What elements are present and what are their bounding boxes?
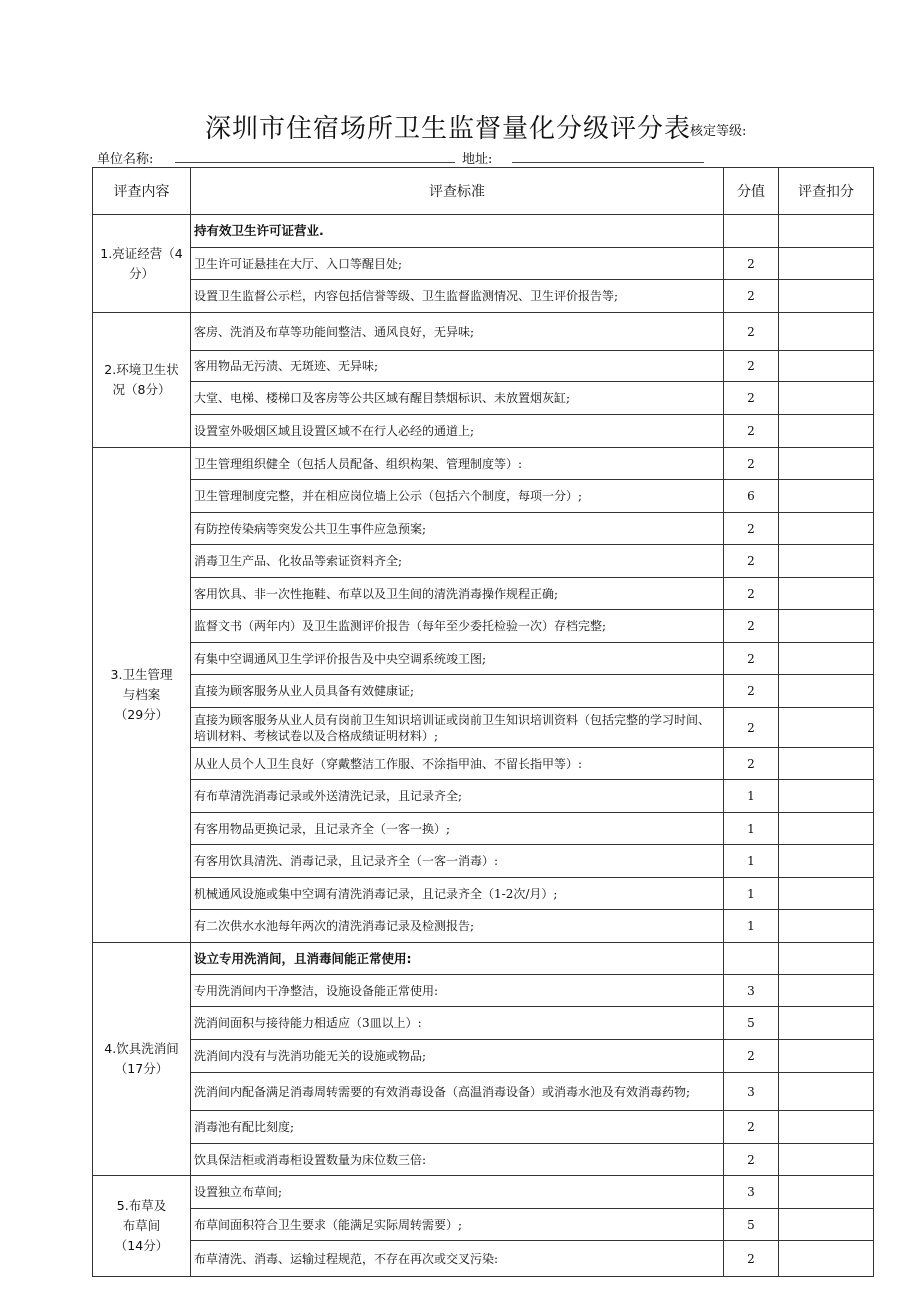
deduction-cell[interactable] (779, 545, 874, 578)
criteria-cell: 消毒卫生产品、化妆品等索证资料齐全; (191, 545, 724, 578)
criteria-cell: 从业人员个人卫生良好（穿戴整洁工作服、不涂指甲油、不留长指甲等）: (191, 748, 724, 780)
table-row (93, 1007, 874, 1040)
table-row (93, 748, 874, 780)
criteria-cell: 有布草清洗消毒记录或外送清洗记录，且记录齐全; (191, 780, 724, 813)
deduction-cell[interactable] (779, 813, 874, 845)
criteria-cell: 客用物品无污渍、无斑迹、无异味; (191, 351, 724, 382)
deduction-cell[interactable] (779, 1111, 874, 1144)
criteria-cell: 有二次供水水池每年两次的清洗消毒记录及检测报告; (191, 910, 724, 943)
score-cell: 2 (724, 415, 779, 448)
table-row (93, 578, 874, 610)
criteria-cell: 洗消间面积与接待能力相适应（3皿以上）: (191, 1007, 724, 1040)
score-cell: 2 (724, 708, 779, 748)
deduction-cell[interactable] (779, 248, 874, 280)
score-cell: 2 (724, 1144, 779, 1176)
score-cell: 2 (724, 280, 779, 313)
score-cell: 3 (724, 1176, 779, 1209)
criteria-cell: 卫生管理制度完整，并在相应岗位墙上公示（包括六个制度，每项一分）; (191, 480, 724, 513)
score-cell: 2 (724, 1241, 779, 1277)
score-cell: 2 (724, 643, 779, 675)
deduction-cell[interactable] (779, 1176, 874, 1209)
deduction-cell[interactable] (779, 415, 874, 448)
score-cell: 2 (724, 1111, 779, 1144)
score-cell: 5 (724, 1209, 779, 1241)
deduction-cell[interactable] (779, 1144, 874, 1176)
score-cell: 1 (724, 813, 779, 845)
score-cell: 2 (724, 748, 779, 780)
criteria-cell: 有防控传染病等突发公共卫生事件应急预案; (191, 513, 724, 545)
deduction-cell[interactable] (779, 1007, 874, 1040)
deduction-cell[interactable] (779, 943, 874, 975)
header-score: 分值 (724, 168, 779, 215)
header-deduction: 评查扣分 (779, 168, 874, 215)
deduction-cell[interactable] (779, 1040, 874, 1073)
deduction-cell[interactable] (779, 748, 874, 780)
score-cell: 5 (724, 1007, 779, 1040)
table-row (93, 248, 874, 280)
address-field[interactable] (512, 148, 704, 163)
score-cell: 2 (724, 1040, 779, 1073)
table-row (93, 448, 874, 480)
criteria-cell: 有客用饮具清洗、消毒记录，且记录齐全（一客一消毒）: (191, 845, 724, 878)
deduction-cell[interactable] (779, 280, 874, 313)
table-row (93, 545, 874, 578)
score-cell: 1 (724, 780, 779, 813)
category-cell: 4.饮具洗消间 （17分） (93, 943, 191, 1176)
unit-name-field[interactable] (175, 148, 455, 163)
deduction-cell[interactable] (779, 708, 874, 748)
table-row (93, 351, 874, 382)
table-row (93, 1144, 874, 1176)
table-row (93, 675, 874, 708)
table-row (93, 1040, 874, 1073)
title-row (0, 108, 920, 148)
deduction-cell[interactable] (779, 351, 874, 382)
table-row (93, 643, 874, 675)
criteria-cell: 机械通风设施或集中空调有清洗消毒记录，且记录齐全（1-2次/月）; (191, 878, 724, 910)
score-cell (724, 215, 779, 248)
criteria-cell: 设置室外吸烟区域且设置区域不在行人必经的通道上; (191, 415, 724, 448)
criteria-cell: 直接为顾客服务从业人员有岗前卫生知识培训证或岗前卫生知识培训资料（包括完整的学习时间、培训材料、考核试卷以及合格成绩证明材料）; (191, 708, 724, 748)
grade-label: 核定等级: (690, 124, 747, 139)
table-header-row (93, 168, 874, 215)
deduction-cell[interactable] (779, 675, 874, 708)
table-row (93, 513, 874, 545)
criteria-cell: 卫生许可证悬挂在大厅、入口等醒目处; (191, 248, 724, 280)
deduction-cell[interactable] (779, 448, 874, 480)
criteria-cell: 设立专用洗消间，且消毒间能正常使用: (191, 943, 724, 975)
criteria-cell: 消毒池有配比刻度; (191, 1111, 724, 1144)
deduction-cell[interactable] (779, 513, 874, 545)
criteria-cell: 持有效卫生许可证营业. (191, 215, 724, 248)
table-row (93, 1241, 874, 1277)
deduction-cell[interactable] (779, 780, 874, 813)
unit-name-label: 单位名称: (97, 152, 154, 167)
category-cell: 1.亮证经营（4 分） (93, 215, 191, 313)
score-table (92, 167, 874, 1277)
deduction-cell[interactable] (779, 313, 874, 351)
criteria-cell: 布草间面积符合卫生要求（能满足实际周转需要）; (191, 1209, 724, 1241)
score-cell: 2 (724, 610, 779, 643)
table-row (93, 1073, 874, 1111)
deduction-cell[interactable] (779, 578, 874, 610)
score-cell: 1 (724, 845, 779, 878)
criteria-cell: 监督文书（两年内）及卫生监测评价报告（每年至少委托检验一次）存档完整; (191, 610, 724, 643)
score-cell: 1 (724, 910, 779, 943)
table-row (93, 975, 874, 1007)
criteria-cell: 设置卫生监督公示栏，内容包括信誉等级、卫生监督监测情况、卫生评价报告等; (191, 280, 724, 313)
table-row (93, 415, 874, 448)
table-row (93, 215, 874, 248)
deduction-cell[interactable] (779, 610, 874, 643)
deduction-cell[interactable] (779, 480, 874, 513)
criteria-cell: 洗消间内没有与洗消功能无关的设施或物品; (191, 1040, 724, 1073)
table-row (93, 382, 874, 415)
score-cell: 2 (724, 513, 779, 545)
info-row (0, 148, 920, 168)
score-cell: 2 (724, 675, 779, 708)
deduction-cell[interactable] (779, 1241, 874, 1277)
deduction-cell[interactable] (779, 1209, 874, 1241)
score-cell: 2 (724, 248, 779, 280)
criteria-cell: 专用洗消间内干净整洁，设施设备能正常使用: (191, 975, 724, 1007)
category-cell: 5.布草及 布草间 （14分） (93, 1176, 191, 1277)
table-row (93, 480, 874, 513)
score-cell: 2 (724, 351, 779, 382)
table-row (93, 1176, 874, 1209)
header-criteria: 评查标准 (191, 168, 724, 215)
score-cell: 2 (724, 578, 779, 610)
category-cell: 2.环境卫生状 况（8分） (93, 313, 191, 448)
criteria-cell: 大堂、电梯、楼梯口及客房等公共区域有醒目禁烟标识、未放置烟灰缸; (191, 382, 724, 415)
deduction-cell[interactable] (779, 878, 874, 910)
score-cell: 2 (724, 382, 779, 415)
score-cell: 3 (724, 975, 779, 1007)
score-cell: 2 (724, 448, 779, 480)
deduction-cell[interactable] (779, 382, 874, 415)
score-cell: 6 (724, 480, 779, 513)
score-cell: 3 (724, 1073, 779, 1111)
deduction-cell[interactable] (779, 975, 874, 1007)
criteria-cell: 客房、洗消及布草等功能间整洁、通风良好，无异味; (191, 313, 724, 351)
deduction-cell[interactable] (779, 845, 874, 878)
table-row (93, 878, 874, 910)
criteria-cell: 布草清洗、消毒、运输过程规范，不存在再次或交叉污染: (191, 1241, 724, 1277)
criteria-cell: 有集中空调通风卫生学评价报告及中央空调系统竣工图; (191, 643, 724, 675)
score-cell: 2 (724, 313, 779, 351)
deduction-cell[interactable] (779, 215, 874, 248)
score-cell: 1 (724, 878, 779, 910)
table-row (93, 910, 874, 943)
table-row (93, 610, 874, 643)
criteria-cell: 设置独立布草间; (191, 1176, 724, 1209)
table-row (93, 708, 874, 748)
deduction-cell[interactable] (779, 1073, 874, 1111)
score-cell: 2 (724, 545, 779, 578)
form-title: 深圳市住宿场所卫生监督量化分级评分表 (205, 114, 692, 144)
score-cell (724, 943, 779, 975)
criteria-cell: 饮具保洁柜或消毒柜设置数量为床位数三倍: (191, 1144, 724, 1176)
table-row (93, 845, 874, 878)
criteria-cell: 洗消间内配备满足消毒周转需要的有效消毒设备（高温消毒设备）或消毒水池及有效消毒药物; (191, 1073, 724, 1111)
table-row (93, 313, 874, 351)
criteria-cell: 有客用物品更换记录，且记录齐全（一客一换）; (191, 813, 724, 845)
table-row (93, 280, 874, 313)
criteria-cell: 卫生管理组织健全（包括人员配备、组织构架、管理制度等）: (191, 448, 724, 480)
criteria-cell: 客用饮具、非一次性拖鞋、布草以及卫生间的清洗消毒操作规程正确; (191, 578, 724, 610)
header-category: 评查内容 (93, 168, 191, 215)
deduction-cell[interactable] (779, 910, 874, 943)
table-row (93, 1209, 874, 1241)
table-row (93, 1111, 874, 1144)
table-row (93, 943, 874, 975)
category-cell: 3.卫生管理 与档案 （29分） (93, 448, 191, 943)
criteria-cell: 直接为顾客服务从业人员具备有效健康证; (191, 675, 724, 708)
table-row (93, 813, 874, 845)
deduction-cell[interactable] (779, 643, 874, 675)
table-row (93, 780, 874, 813)
address-label: 地址: (462, 152, 493, 167)
